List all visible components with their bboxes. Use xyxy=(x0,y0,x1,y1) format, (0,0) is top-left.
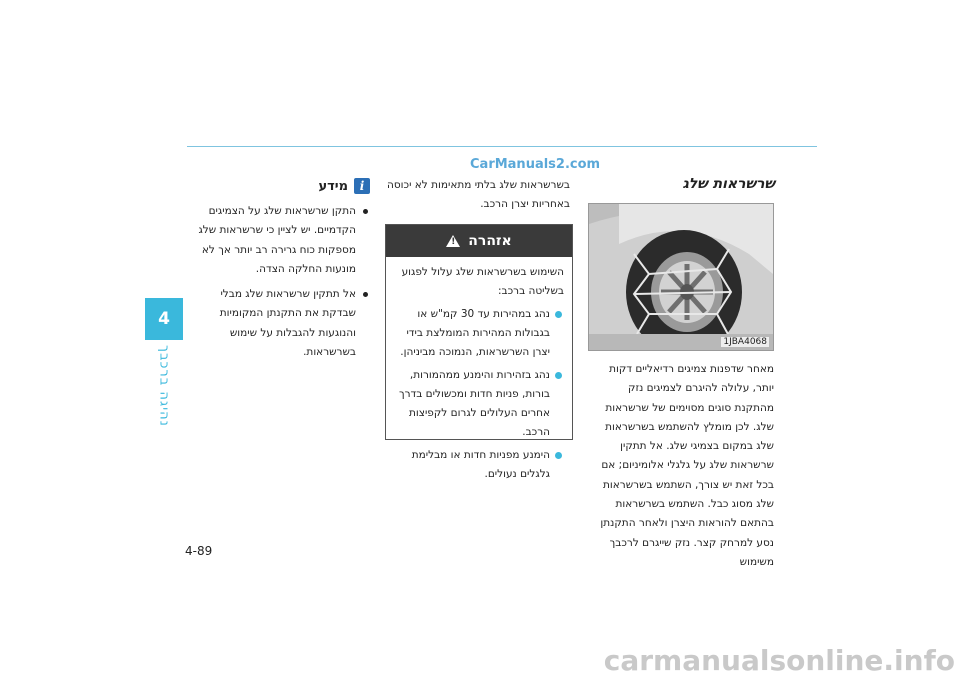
info-list xyxy=(190,202,370,362)
warning-title: אזהרה xyxy=(468,233,512,249)
info-icon: i xyxy=(354,178,370,194)
warning-body xyxy=(386,257,572,484)
page-number: 4-89 xyxy=(185,544,213,558)
watermark-text: CarManuals2.com xyxy=(470,157,601,172)
warning-item: הימנע מפניות חדות או מבלימת גלגלים נעולים. xyxy=(394,446,550,484)
info-header xyxy=(190,176,370,196)
section-title: שרשראות שלג xyxy=(682,176,775,192)
middle-intro-text: בשרשראות שלג בלתי מתאימות לא יכוסה באחריות יצרן הרכב. xyxy=(386,179,570,210)
figure-code: 1JBA4068 xyxy=(723,337,767,347)
tire-with-chain-illustration xyxy=(589,204,773,350)
snow-chain-figure xyxy=(588,203,774,351)
top-rule xyxy=(187,146,817,147)
chapter-tab: 4 xyxy=(145,298,183,340)
info-item: אל תתקין שרשראות שלג מבלי שבדקת את התקנתן המקומיות והנוגעות להגבלות על שימוש בשרשראות. xyxy=(190,285,356,362)
info-item: התקן שרשראות שלג על הצמיגים הקדמיים. יש לציין כי שרשראות שלג מספקות כוח גרירה רב יותר אך לא מונעות החלקה הצדה. xyxy=(190,202,356,279)
chapter-title: נהיגה ברכבך xyxy=(156,345,172,427)
warning-intro: השימוש בשרשראות שלג עלול לפגוע בשליטה ברכב: xyxy=(401,266,564,297)
info-notes xyxy=(190,202,370,368)
warning-box xyxy=(385,224,573,480)
info-title: מידע xyxy=(318,178,348,194)
warning-item: נהג בזהירות והימנע ממהמורות, בורות, פניות חדות ומכשולים בדרך אחרים העלולים לגרום לקפיצות הרכב. xyxy=(394,366,550,442)
chapter-title-vertical xyxy=(145,345,183,505)
warning-item: נהג במהירות עד 30 קמ"ש או בגבולות המהירות המומלצת בידי יצרן השרשראות, הנמוכה מביניהן. xyxy=(394,305,550,362)
footer-watermark: carmanualsonline.info xyxy=(603,644,955,677)
main-paragraph: מאחר שדפנות צמיגים רדיאליים דקות יותר, עלולה להיגרם לצמיגים נזק מהתקנת סוגים מסוימים של שרשראות שלג. לכן מומלץ להשתמש בשרשראות שלג במקום בצמיגי שלג. אל תתקין שרשראות שלג על גלגלי אלומיניום; אם בכל זאת יש צורך, השתמש בשרשראות שלג מסוג כבל. השתמש בשרשראות בהתאם להוראות היצרן ולאחר התקנתן נסע למרחק קצר. נזק שייגרם לרכבך משימוש xyxy=(600,363,774,568)
warning-triangle-icon: ! xyxy=(446,235,460,247)
warning-header xyxy=(386,225,572,257)
warning-list xyxy=(394,305,564,484)
